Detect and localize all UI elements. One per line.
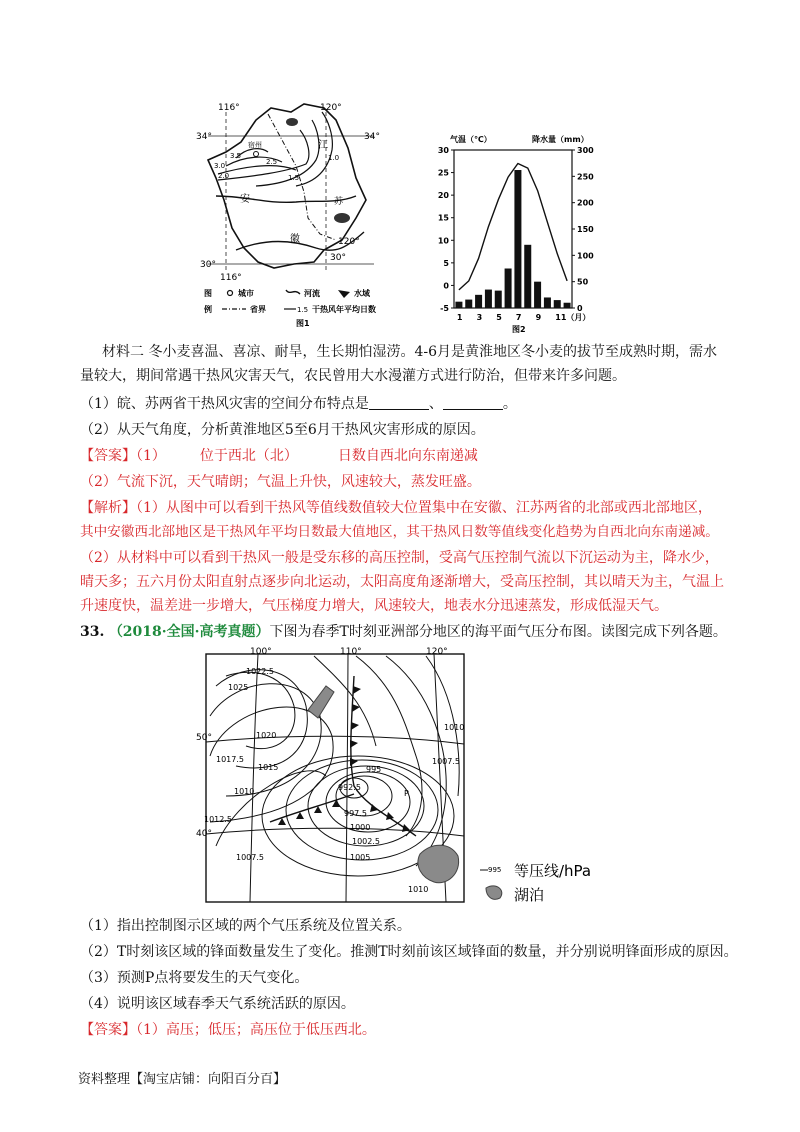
- answer-33: [80, 1020, 376, 1040]
- precip-bar: [564, 303, 571, 308]
- isobar-1010-w: 1010: [234, 787, 255, 796]
- right-tick-label: 300: [577, 146, 594, 155]
- legend-city: 城市: [238, 289, 254, 298]
- answer-blank-1[interactable]: [369, 395, 429, 410]
- question-1-sep: 、: [428, 396, 443, 412]
- isobar-1010-ne: 1010: [444, 723, 465, 732]
- lon-116-top: 116°: [218, 103, 240, 113]
- question-1-text: （1）皖、苏两省干热风灾害的空间分布特点是: [80, 396, 369, 412]
- legend-iso-num: 1.5: [297, 306, 309, 314]
- isobar-1020: 1020: [256, 731, 277, 740]
- question-33-number: 33.: [80, 624, 105, 640]
- lat-34-left: 34°: [196, 132, 212, 142]
- city-label: 宿州: [248, 141, 262, 149]
- legend-border: 省界: [250, 305, 266, 314]
- answer-33-tag: 【答案】: [80, 1022, 136, 1038]
- lat-30-left: 30°: [200, 260, 216, 270]
- legend-water: 水域: [354, 289, 370, 298]
- lon-110: 110°: [340, 647, 362, 657]
- sub-question-1: （1）指出控制图示区域的两个气压系统及位置关系。: [80, 918, 411, 934]
- material-2-line1: 材料二 冬小麦喜温、喜凉、耐旱，生长期怕湿涝。4-6月是黄淮地区冬小麦的拔节至成熟时期，需水: [102, 344, 717, 360]
- isobar-1022-5: 1022.5: [246, 667, 274, 676]
- isobar-995: 995: [366, 765, 382, 774]
- lon-120-top: 120°: [320, 103, 342, 113]
- left-tick-label: 20: [437, 191, 449, 201]
- left-tick-label: 25: [437, 168, 449, 178]
- x-tick-label: 7: [515, 313, 522, 322]
- precip-bar: [505, 269, 512, 309]
- precip-bar: [514, 170, 521, 308]
- precip-bar: [554, 300, 561, 308]
- x-tick-label: 3: [476, 313, 483, 322]
- precip-bar: [485, 290, 492, 308]
- question-33-header: [80, 622, 727, 642]
- province-jiang: 江: [318, 140, 328, 151]
- caption-fig2: 图2: [512, 325, 526, 334]
- precip-bar: [544, 297, 551, 308]
- isobar-1002-5: 1002.5: [352, 837, 380, 846]
- lat-30-right: 30°: [330, 253, 346, 263]
- lon-120-mid: 120°: [338, 237, 360, 247]
- answer-1-num: （1）: [136, 448, 166, 464]
- lon-116-bottom: 116°: [220, 273, 242, 283]
- left-tick-label: 10: [437, 236, 449, 246]
- precip-bar: [524, 245, 531, 308]
- legend-label-li: 例: [204, 305, 212, 314]
- material-2-line2: 量较大，期间常遇干热风灾害天气，农民曾用大水漫灌方式进行防治，但带来许多问题。: [80, 368, 626, 384]
- right-tick-label: 250: [577, 172, 594, 182]
- climate-chart-figure-2: [432, 132, 612, 334]
- left-tick-label: 15: [437, 213, 449, 223]
- analysis-1-text: （1）从图中可以看到干热风等值线数值较大位置集中在安徽、江苏两省的北部或西北部地区，: [136, 500, 712, 516]
- lat-50: 50°: [196, 733, 212, 743]
- question-33-source: （2018·全国·高考真题）: [108, 624, 270, 640]
- isobar-1000: 1000: [350, 823, 371, 832]
- caption-fig1: 图1: [296, 319, 310, 328]
- x-tick-label: 5: [496, 313, 502, 322]
- analysis-2-line3: 升速度快，温差进一步增大，气压梯度力增大，风速较大，地表水分迅速蒸发，形成低湿天气。: [80, 598, 668, 614]
- iso-2-5: 2.5: [266, 158, 278, 166]
- analysis-2-line1: （2）从材料中可以看到干热风一般是受东移的高压控制，受高气压控制气流以下沉运动为主，降水少，: [80, 550, 719, 566]
- precip-bar: [465, 300, 472, 308]
- isobar-997-5: 997.5: [344, 809, 367, 818]
- lon-120: 120°: [426, 647, 448, 657]
- legend-isobar: 等压线/hPa: [514, 862, 592, 880]
- right-tick-label: 200: [577, 198, 594, 208]
- left-tick-label: 0: [443, 281, 449, 291]
- precip-bar: [475, 295, 482, 308]
- analysis-tag: 【解析】: [80, 500, 136, 516]
- map-figure-1: [196, 100, 424, 332]
- legend-river: 河流: [304, 289, 320, 298]
- point-p: P: [404, 789, 409, 798]
- footer: 资料整理【淘宝店铺：向阳百分百】: [78, 1072, 287, 1087]
- iso-2-0: 2.0: [218, 172, 230, 180]
- isobar-1010-se: 1010: [408, 885, 429, 894]
- answer-blank-2[interactable]: [443, 395, 503, 410]
- lon-100: 100°: [250, 647, 272, 657]
- isobar-1007-5-e: 1007.5: [432, 757, 460, 766]
- isobar-1005: 1005: [350, 853, 371, 862]
- chart-plot-area: [438, 146, 594, 322]
- question-33-text: 下图为春季T时刻亚洲部分地区的海平面气压分布图。读图完成下列各题。: [269, 624, 727, 640]
- sub-question-3: （3）预测P点将要发生的天气变化。: [80, 970, 309, 986]
- precip-bar: [495, 291, 502, 308]
- left-tick-label: -5: [440, 304, 449, 313]
- answer-tag: 【答案】: [80, 448, 136, 464]
- isobar-1017-5: 1017.5: [216, 755, 244, 764]
- left-axis-title: 气温（℃）: [450, 135, 492, 144]
- isobar-1007-5-sw: 1007.5: [236, 853, 264, 862]
- iso-3-5: 3.5: [230, 152, 242, 160]
- legend-isobar-num: 995: [488, 866, 502, 874]
- x-tick-label: 9: [535, 313, 542, 322]
- x-tick-label: 11（月）: [555, 313, 591, 322]
- analysis-1: [80, 498, 712, 518]
- answer-1: [80, 446, 478, 466]
- isobar-1025: 1025: [228, 683, 249, 692]
- temperature-line: [459, 164, 567, 290]
- analysis-1-line2: 其中安徽西北部地区是干热风年平均日数最大值地区，其干热风日数等值线变化趋势为自西北向东南递减。: [80, 524, 719, 540]
- right-tick-label: 100: [577, 251, 594, 261]
- province-su: 苏: [334, 197, 344, 207]
- province-hui: 徽: [290, 234, 300, 245]
- legend-label-tu: 图: [204, 289, 212, 298]
- lat-40: 40°: [196, 829, 212, 839]
- right-tick-label: 150: [577, 225, 594, 234]
- iso-1-0: 1.0: [328, 154, 340, 162]
- question-1-end: 。: [502, 396, 517, 412]
- answer-33-text: （1）高压；低压；高压位于低压西北。: [136, 1022, 376, 1038]
- isobar-1015: 1015: [258, 763, 279, 772]
- analysis-2-line2: 晴天多；五六月份太阳直射点逐步向北运动，太阳高度角逐渐增大，受高压控制，其以晴天为主，气温上: [80, 574, 724, 590]
- iso-3-0: 3.0: [214, 162, 226, 170]
- province-an: 安: [240, 194, 250, 205]
- left-tick-label: 30: [437, 146, 449, 155]
- answer-1-part2: 日数自西北向东南递减: [337, 448, 478, 464]
- sub-question-4: （4）说明该区域春季天气系统活跃的原因。: [80, 996, 355, 1012]
- isobar-992-5: 992.5: [338, 783, 361, 792]
- answer-2: （2）气流下沉，天气晴朗；气温上升快，风速较大，蒸发旺盛。: [80, 474, 481, 490]
- right-tick-label: 0: [577, 304, 583, 313]
- sub-question-2: （2）T时刻该区域的锋面数量发生了变化。推测T时刻前该区域锋面的数量，并分别说明锋面形成的原因。: [80, 944, 738, 960]
- lat-34-right: 34°: [364, 132, 380, 142]
- question-1: [80, 394, 517, 414]
- left-tick-label: 5: [443, 258, 449, 268]
- answer-1-part1: 位于西北（北）: [199, 448, 298, 464]
- precip-bar: [455, 302, 462, 308]
- plot-frame: [454, 150, 572, 308]
- legend-iso: 干热风年平均日数: [312, 305, 376, 314]
- iso-1-5: 1.5: [288, 174, 300, 182]
- question-2: （2）从天气角度，分析黄淮地区5至6月干热风灾害形成的原因。: [80, 422, 485, 438]
- right-tick-label: 50: [577, 277, 589, 287]
- legend-lake: 湖泊: [514, 886, 545, 904]
- precip-bar: [534, 282, 541, 308]
- isobar-1012-5: 1012.5: [204, 815, 232, 824]
- isobar-map-figure-3: [196, 646, 616, 908]
- x-tick-label: 1: [456, 313, 463, 322]
- right-axis-title: 降水量（mm）: [532, 135, 589, 144]
